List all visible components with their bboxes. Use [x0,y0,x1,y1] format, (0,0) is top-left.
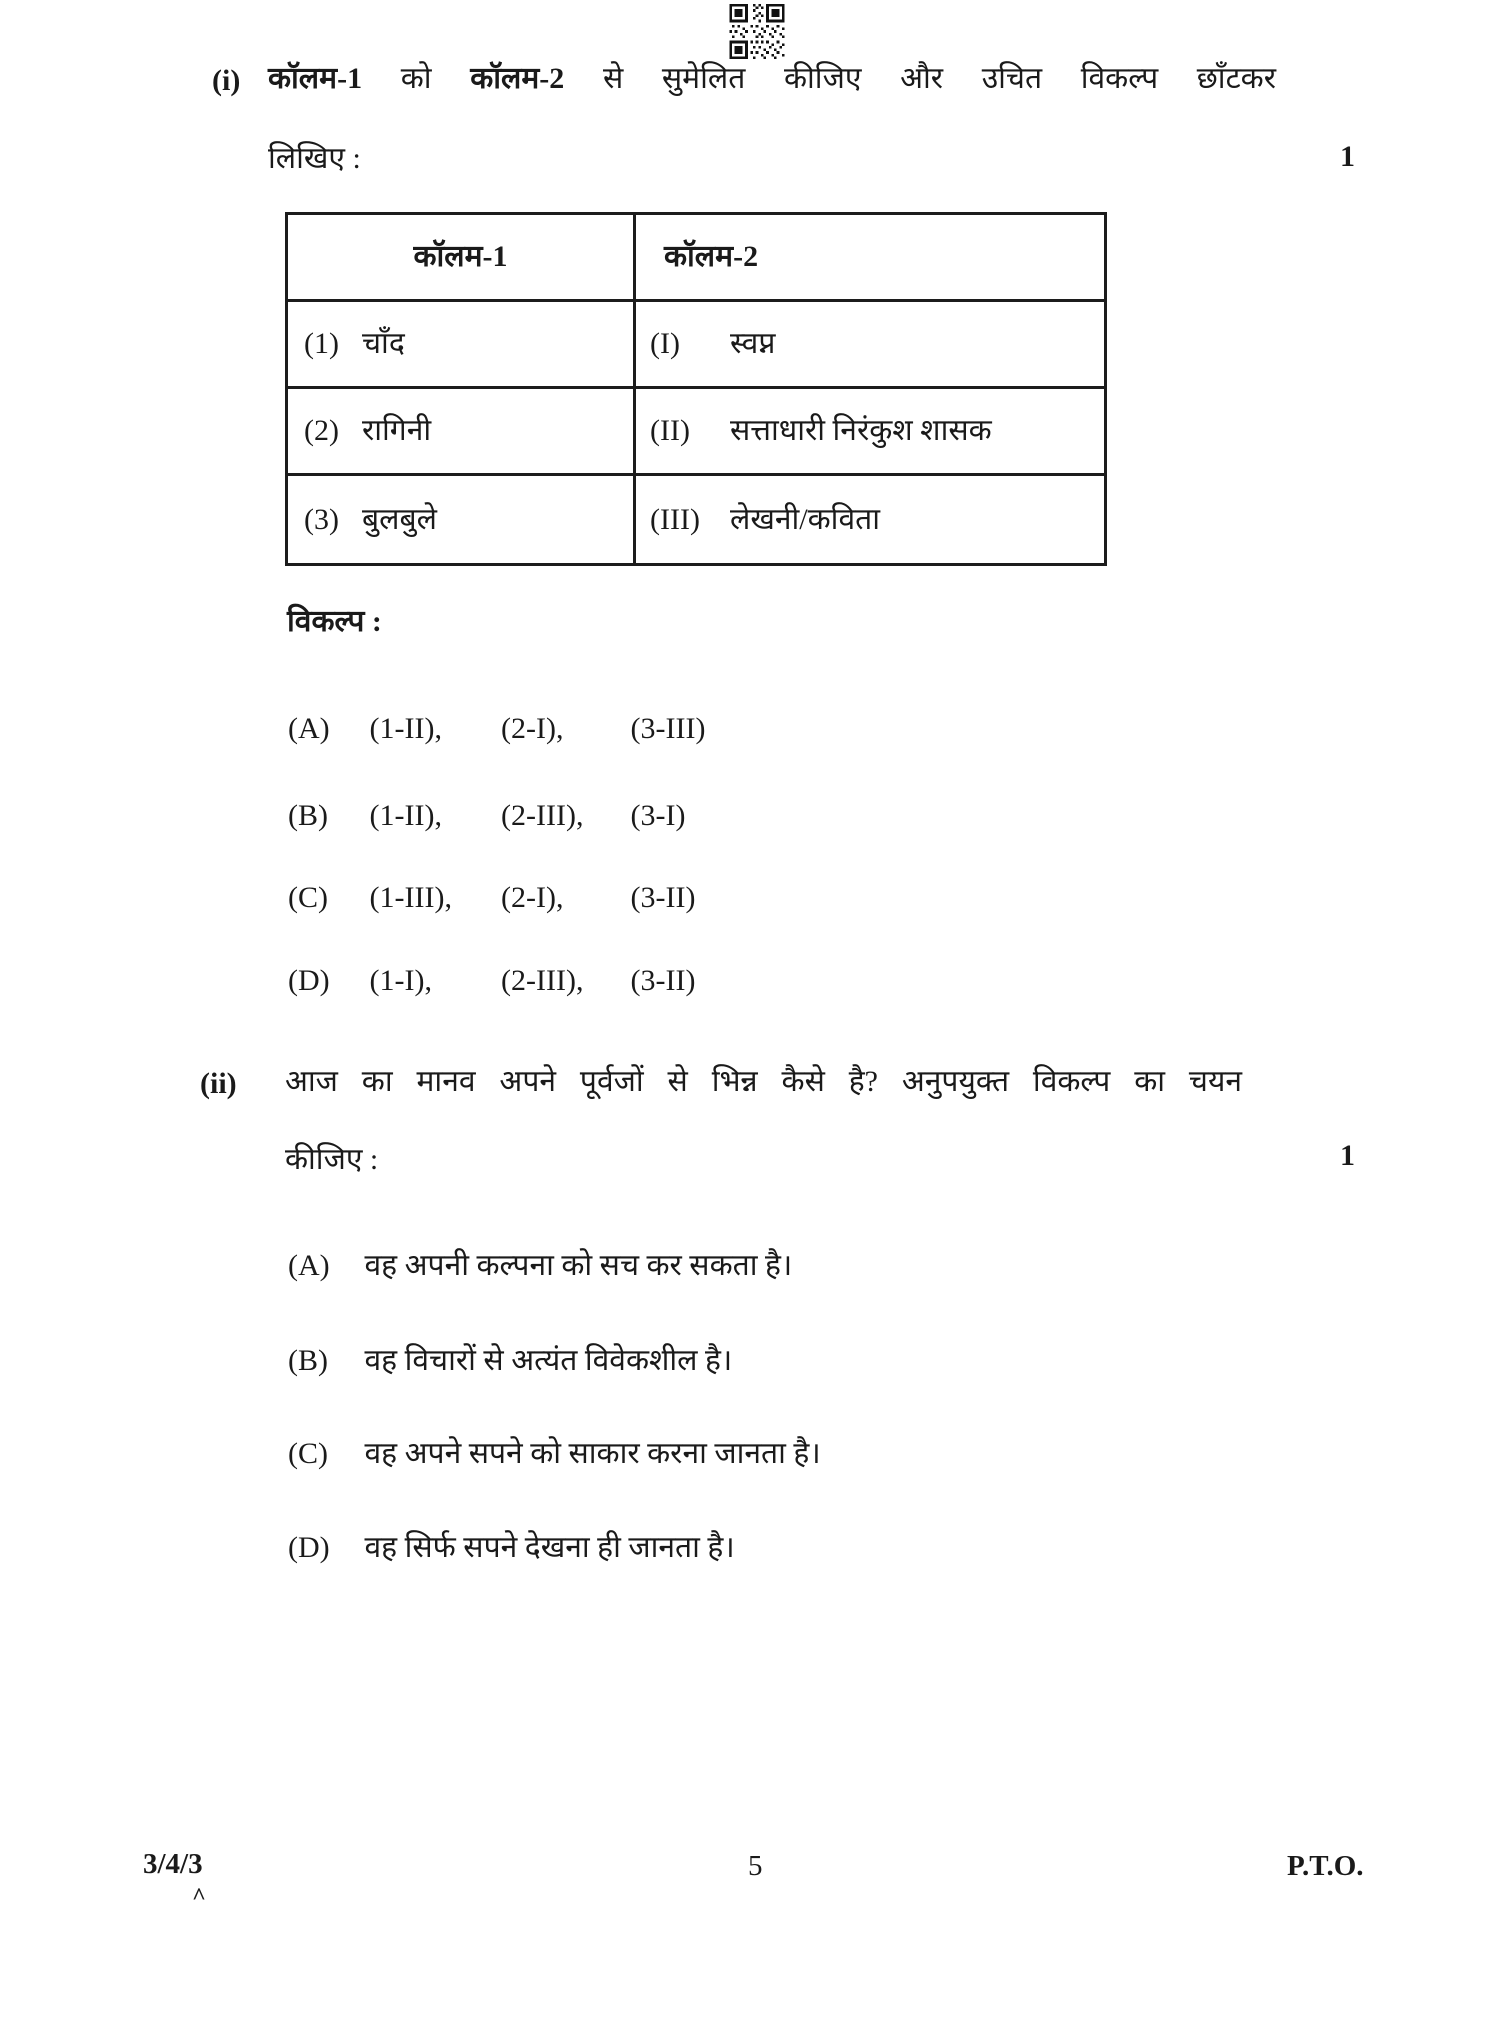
paper-code: 3/4/3 [143,1848,203,1880]
caret-mark: ^ [192,1884,206,1910]
option-label: (D) [288,1531,330,1564]
option-label: (C) [288,1437,328,1470]
option-label: (D) [288,964,330,997]
option-ii-c [288,1435,821,1473]
table-row-2-col-1 [288,389,636,476]
row-2-match: सत्ताधारी निरंकुश शासक [730,414,992,448]
question-i-number: (i) [212,64,241,97]
option-pair-2: (2-I), [501,712,564,745]
options-heading: विकल्प : [287,605,382,638]
question-i-text-rest: से सुमेलित कीजिए और उचित विकल्प छाँटकर [564,62,1276,95]
option-pair-3: (3-I) [630,799,686,832]
row-3-term: बुलबुले [362,502,437,536]
table-header-column-1: कॉलम-1 [288,215,636,302]
option-ii-a [288,1247,792,1285]
row-3-number: (3) [304,502,339,536]
option-label: (A) [288,1249,330,1282]
option-pair-1: (1-III), [369,881,452,914]
option-pair-1: (1-I), [369,964,432,997]
option-text: वह अपनी कल्पना को सच कर सकता है। [364,1249,793,1282]
option-label: (B) [288,1344,328,1377]
column-2-reference: कॉलम-2 [470,62,565,95]
option-i-d [288,962,695,1000]
table-row-1-col-1 [288,302,636,389]
table-row-3-col-1 [288,476,636,563]
table-row-1-col-2 [636,302,1104,389]
option-i-a [288,710,705,748]
option-i-b [288,797,685,835]
row-2-roman: (II) [650,414,690,448]
question-i-text-line2: लिखिए : [268,142,361,175]
table-row-2-col-2 [636,389,1104,476]
question-ii-text: आज का मानव अपने पूर्वजों से भिन्न कैसे है? अनुपयुक्त विकल्प का चयन [285,1065,1242,1098]
row-2-number: (2) [304,414,339,448]
option-text: वह अपने सपने को साकार करना जानता है। [364,1437,821,1470]
row-1-term: चाँद [362,327,405,361]
question-ii-number: (ii) [200,1067,237,1100]
question-ii-text-line2: कीजिए : [285,1143,379,1176]
option-pair-3: (3-III) [630,712,706,745]
table-row-3-col-2 [636,476,1104,563]
option-pair-3: (3-II) [630,881,696,914]
question-i-text-mid: को [362,62,471,95]
marks-question-ii: 1 [1340,1139,1355,1172]
table-header-column-2: कॉलम-2 [636,215,1104,302]
row-3-roman: (III) [650,502,700,536]
marks-question-i: 1 [1340,140,1355,173]
row-1-number: (1) [304,327,339,361]
column-1-reference: कॉलम-1 [268,62,363,95]
option-ii-b [288,1342,732,1380]
option-label: (B) [288,799,328,832]
option-pair-1: (1-II), [369,712,442,745]
qr-code-icon [728,4,786,59]
option-label: (A) [288,712,330,745]
option-label: (C) [288,881,328,914]
option-text: वह सिर्फ सपने देखना ही जानता है। [364,1531,735,1564]
page-number: 5 [748,1850,763,1882]
option-text: वह विचारों से अत्यंत विवेकशील है। [364,1344,733,1377]
question-i-text [268,60,1276,98]
option-pair-1: (1-II), [369,799,442,832]
option-ii-d [288,1529,735,1567]
option-pair-2: (2-III), [501,799,584,832]
option-pair-2: (2-III), [501,964,584,997]
row-3-match: लेखनी/कविता [730,502,880,536]
row-2-term: रागिनी [362,414,432,448]
option-pair-2: (2-I), [501,881,564,914]
option-i-c [288,879,695,917]
matching-table [285,212,1107,566]
option-pair-3: (3-II) [630,964,696,997]
row-1-match: स्वप्न [730,327,776,361]
pto-label: P.T.O. [1287,1850,1364,1882]
row-1-roman: (I) [650,327,680,361]
